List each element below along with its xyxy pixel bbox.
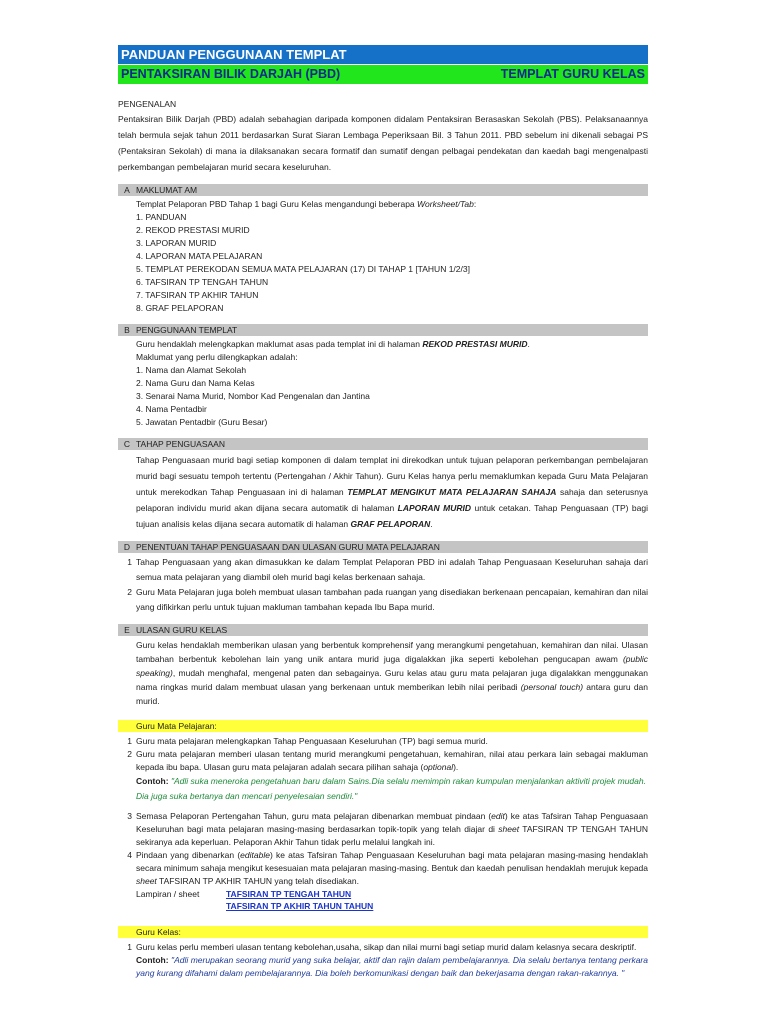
item-number: 3 — [127, 811, 132, 821]
lead-text: Guru hendaklah melengkapkan maklumat asas pada templat ini di halaman — [136, 339, 423, 349]
section-d-header — [118, 541, 648, 553]
list-item: 7. TAFSIRAN TP AKHIR TAHUN — [136, 290, 259, 300]
link-tafsiran-akhir-tahun[interactable]: TAFSIRAN TP AKHIR TAHUN TAHUN — [226, 901, 374, 911]
item-emphasis: editable — [240, 850, 270, 860]
list-item — [118, 555, 648, 585]
item-emphasis: edit — [491, 811, 505, 821]
section-e-header — [118, 624, 648, 636]
section-b-sub: Maklumat yang perlu dilengkapkan adalah: — [136, 352, 298, 362]
list-item: 3. Senarai Nama Murid, Nombor Kad Pengenalan dan Jantina — [136, 391, 370, 401]
example-text: "Adli merupakan seorang murid yang suka belajar, aktif dan rajin dalam pembelajarannya. Dia selalu bertanya tentang perkara yang kurang difahami dalam pembelajarannya. Dia boleh berkomunikasi dengan baik dan bekerjasama dengan rakan-rakannya. " — [136, 955, 648, 978]
item-number: 2 — [127, 587, 132, 597]
item-text: Guru kelas perlu memberi ulasan tentang kebolehan,usaha, sikap dan nilai murni bagi setiap murid dalam kelasnya secara deskriptif. — [136, 942, 637, 952]
section-title: MAKLUMAT AM — [136, 185, 198, 195]
section-letter: D — [123, 542, 131, 552]
list-item: 6. TAFSIRAN TP TENGAH TAHUN — [136, 277, 269, 287]
list-item — [118, 735, 648, 748]
section-c-header — [118, 438, 648, 450]
item-text-part: TAFSIRAN TP AKHIR TAHUN yang telah disediakan. — [156, 876, 359, 886]
item-number: 2 — [127, 749, 132, 759]
item-text-part: Guru mata pelajaran memberi ulasan tentang murid merangkumi pengetahuan, kemahiran, nilai atau perkara lain sebagai makluman kepada ibu bapa. Ulasan guru mata pelajaran adalah secara pilihan sahaja ( — [136, 749, 648, 772]
appendix-row — [118, 888, 648, 900]
item-text-part: Semasa Pelaporan Pertengahan Tahun, guru mata pelajaran dibenarkan membuat pindaan ( — [136, 811, 492, 821]
link-tafsiran-tengah-tahun[interactable]: TAFSIRAN TP TENGAH TAHUN — [226, 889, 352, 899]
section-b-list — [118, 364, 648, 429]
list-item — [118, 585, 648, 615]
section-a-header — [118, 184, 648, 196]
body-emphasis: (public speaking) — [136, 654, 648, 678]
subject-teacher-heading: Guru Mata Pelajaran: — [118, 720, 648, 732]
example-label: Contoh: — [136, 955, 169, 965]
item-text — [136, 748, 648, 774]
lead-end: : — [473, 199, 477, 209]
item-number: 4 — [127, 850, 132, 860]
body-text: Tahap Penguasaan murid bagi setiap komponen di dalam templat ini direkodkan untuk tujuan pelaporan perkembangan pembelajaran murid bagi sesuatu tempoh tertentu (Pertengahan / Akhir Tahun). Guru Kelas hanya perlu memaklumkan kepada Guru Mata Pelajaran untuk merekodkan Tahap Penguasaan ini di halaman — [136, 455, 648, 497]
page-title: PANDUAN PENGGUNAAN TEMPLAT — [118, 45, 648, 64]
item-text: Guru mata pelajaran melengkapkan Tahap Penguasaan Keseluruhan (TP) bagi semua murid. — [136, 736, 488, 746]
item-text: Tahap Penguasaan yang akan dimasukkan ke dalam Templat Pelaporan PBD ini adalah Tahap Penguasaan Keseluruhan sahaja dari semua mata pelajaran yang diambil oleh murid bagi kelas berkenaan sahaja. — [136, 557, 648, 582]
example-block — [118, 774, 648, 804]
list-item: 2. REKOD PRESTASI MURID — [136, 225, 250, 235]
section-a-lead — [118, 198, 648, 211]
list-item — [118, 748, 648, 774]
body-text: , mudah menghafal, mengenal paten dan sebagainya. Guru kelas atau guru mata pelajaran juga digalakkan menggunakan nama ringkas murid dalam membuat ulasan yang berkenaan untuk memberikan lebih nilai peribadi — [136, 668, 648, 692]
item-number: 1 — [127, 736, 132, 746]
section-a-list — [118, 211, 648, 315]
item-text: Guru Mata Pelajaran juga boleh membuat ulasan tambahan pada ruangan yang disediakan berkenaan pencapaian, kemahiran dan nilai yang difikirkan perlu untuk tujuan makluman tambahan kepada Ibu Bapa murid. — [136, 587, 648, 612]
appendix-spacer — [136, 900, 226, 912]
list-item: 4. LAPORAN MATA PELAJARAN — [136, 251, 263, 261]
item-text-part: Pindaan yang dibenarkan ( — [136, 850, 241, 860]
item-text — [136, 810, 648, 849]
body-text: Guru kelas hendaklah memberikan ulasan yang berbentuk komprehensif yang merangkumi pengetahuan, kemahiran dan nilai. Ulasan tambahan berbentuk kebolehan lain yang unik antara murid juga digalakkan jika seperti kebolehan pengucapan awam — [136, 640, 648, 664]
item-text — [136, 849, 648, 888]
section-b-lead — [118, 338, 648, 351]
item-text-part: TAFSIRAN TP TENGAH TAHUN sekiranya ada keperluan. Pelaporan Akhir Tahun tidak perlu melalui langkah ini. — [136, 824, 648, 847]
subtitle-left: PENTAKSIRAN BILIK DARJAH (PBD) — [121, 67, 341, 81]
item-emphasis: sheet — [498, 824, 520, 834]
class-teacher-heading: Guru Kelas: — [118, 926, 648, 938]
section-title: TAHAP PENGUASAAN — [136, 439, 225, 449]
list-item: 4. Nama Pentadbir — [136, 404, 207, 414]
lead-emphasis: REKOD PRESTASI MURID — [422, 339, 528, 349]
subtitle-bar — [118, 65, 648, 84]
body-text: sahaja dan seterusnya pelaporan individu murid akan dijana secara automatik di halaman — [136, 487, 648, 513]
section-letter: A — [124, 185, 130, 195]
body-text: . — [430, 519, 433, 529]
body-emphasis: TEMPLAT MENGIKUT MATA PELAJARAN SAHAJA — [347, 487, 557, 497]
section-letter: B — [124, 325, 130, 335]
list-item: 1. PANDUAN — [136, 212, 187, 222]
section-b-header — [118, 324, 648, 336]
body-emphasis: GRAF PELAPORAN — [350, 519, 431, 529]
section-c-body — [118, 452, 648, 532]
lead-emphasis: Worksheet/Tab — [417, 199, 474, 209]
body-emphasis: (personal touch) — [520, 682, 584, 692]
example-label: Contoh: — [136, 776, 169, 786]
item-emphasis: sheet — [136, 876, 157, 886]
lead-end: . — [527, 339, 530, 349]
body-emphasis: LAPORAN MURID — [397, 503, 472, 513]
section-title: PENENTUAN TAHAP PENGUASAAN DAN ULASAN GURU MATA PELAJARAN — [136, 542, 440, 552]
item-text-part: ). — [453, 762, 459, 772]
body-text: antara guru dan murid. — [136, 682, 649, 706]
section-letter: E — [124, 625, 130, 635]
item-number: 1 — [127, 942, 132, 952]
section-e-body — [118, 638, 648, 708]
appendix-row — [118, 900, 648, 912]
list-item — [118, 849, 648, 888]
item-text-part: ) ke atas Tafsiran Tahap Penguasaan Keseluruhan bagi mata pelajaran masing-masing hendaklah secara minimum sahaja mengikut kesesuaian mata pelajaran masing-masing. Bentuk dan kaedah penulisan hendaklah merujuk kepada — [136, 850, 649, 873]
body-text: untuk cetakan. Tahap Penguasaan (TP) bagi tujuan analisis kelas dijana secara automatik di halaman — [136, 503, 648, 529]
example-text: "Adli suka meneroka pengetahuan baru dalam Sains.Dia selalu memimpin rakan kumpulan menjalankan aktiviti projek mudah. Dia juga suka bertanya dan mencari penyelesaian sendiri." — [136, 776, 646, 801]
list-item: 5. Jawatan Pentadbir (Guru Besar) — [136, 417, 268, 427]
item-emphasis: optional — [423, 762, 454, 772]
list-item — [118, 810, 648, 849]
subtitle-right: TEMPLAT GURU KELAS — [500, 67, 645, 81]
list-item: 5. TEMPLAT PEREKODAN SEMUA MATA PELAJARAN (17) DI TAHAP 1 [TAHUN 1/2/3] — [136, 264, 470, 274]
item-text-part: ) ke atas Tafsiran Tahap Penguasaan Keseluruhan bagi mata pelajaran masing-masing berdasarkan topik-topik yang telah diajar di — [136, 811, 648, 834]
guide-page — [118, 45, 648, 980]
list-item — [118, 941, 648, 954]
intro-body: Pentaksiran Bilik Darjah (PBD) adalah sebahagian daripada komponen didalam Pentaksiran Berasaskan Sekolah (PBS). Pelaksanaannya telah bermula sejak tahun 2011 berdasarkan Surat Siaran Lembaga Peperiksaan Bil. 3 Tahun 2011. PBD sebelum ini dikenali sebagai PS (Pentaksiran Sekolah) di mana ia dilaksanakan secara formatif dan sumatif dengan pelbagai pendekatan dan kaedah bagi mengenalpasti perkembangan pembelajaran murid secara keseluruhan. — [118, 114, 648, 172]
intro-heading: PENGENALAN — [118, 99, 177, 109]
lead-text: Templat Pelaporan PBD Tahap 1 bagi Guru Kelas mengandungi beberapa — [136, 199, 418, 209]
list-item: 3. LAPORAN MURID — [136, 238, 217, 248]
appendix-label: Lampiran / sheet — [136, 889, 200, 899]
list-item: 8. GRAF PELAPORAN — [136, 303, 224, 313]
section-letter: C — [123, 439, 131, 449]
section-title: ULASAN GURU KELAS — [136, 625, 228, 635]
item-number: 1 — [127, 557, 132, 567]
list-item: 2. Nama Guru dan Nama Kelas — [136, 378, 255, 388]
example-block — [118, 954, 648, 980]
section-title: PENGGUNAAN TEMPLAT — [136, 325, 238, 335]
list-item: 1. Nama dan Alamat Sekolah — [136, 365, 247, 375]
